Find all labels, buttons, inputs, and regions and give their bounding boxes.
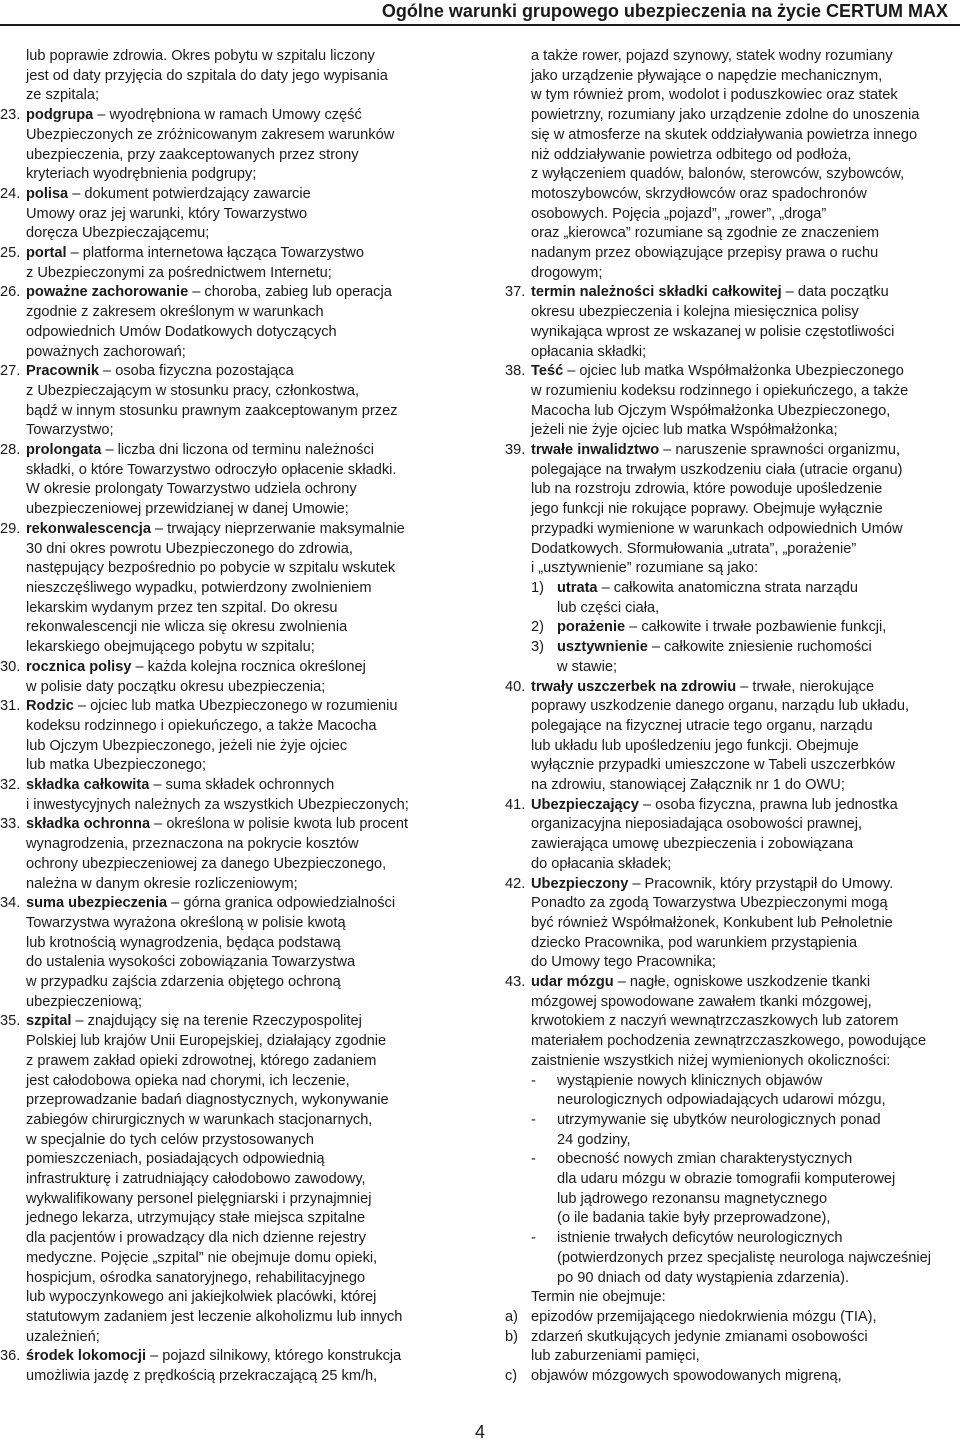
exclusion-b: b) zdarzeń skutkujących jedynie zmianami osobowości lub zaburzeniami pamięci,	[505, 1328, 868, 1365]
term: szpital	[26, 1013, 72, 1030]
exclusion-a: a) epizodów przemijającego niedokrwienia mózgu (TIA),	[505, 1309, 877, 1325]
term: składka całkowita	[26, 777, 150, 794]
definition-30: 30. rocznica polisy – każda kolejna rocznica określonej w polisie daty początku okresu ubezpieczenia;	[0, 658, 366, 695]
sub-item-39-3: 3) usztywnienie – całkowite zniesienie ruchomości w stawie;	[531, 639, 872, 675]
document-title: Ogólne warunki grupowego ubezpieczenia na życie CERTUM MAX	[381, 1, 948, 21]
term: Ubezpieczony	[531, 875, 629, 892]
page-header	[0, 0, 960, 26]
definition-38: 38. Teść – ojciec lub matka Współmałżonka Ubezpieczonego w rozumieniu kodeksu rodzinnego i opiekuńczego, a także Macocha lub Ojczym Współmałżonka Ubezpieczonego, jeżeli nie żyje ojciec lub matka Współmałżonka;	[505, 363, 909, 439]
exclusion-c: c) objawów mózgowych spowodowanych migreną,	[505, 1368, 842, 1385]
dash-item-43-1: - wystąpienie nowych klinicznych objawów neurologicznych odpowiadających udarowi mózgu,	[531, 1072, 886, 1109]
term: suma ubezpieczenia	[26, 895, 168, 912]
dash-item-43-3: - obecność nowych zmian charakterystycznych dla udaru mózgu w obrazie tomografii komputerowej lub jądrowego rezonansu magnetycznego (o ile badania takie były przeprowadzone),	[531, 1151, 896, 1227]
term: portal	[26, 245, 67, 262]
definition-43: 43. udar mózgu – nagłe, ogniskowe uszkodzenie tkanki mózgowej spowodowane zawałem tkanki mózgowej, krwotokiem z naczyń wewnątrzczaszkowych lub zatorem materiałem pochodzenia zewnątrzczaszkowego, powodujące zaistnienie wszystkich niżej wymienionych okoliczności:	[505, 974, 927, 1069]
term: udar mózgu	[531, 974, 614, 991]
continuation-22: lub poprawie zdrowia. Okres pobytu w szpitalu liczony jest od daty przyjęcia do szpitala do daty jego wypisania ze szpitala;	[26, 48, 388, 104]
definition-37: 37. termin należności składki całkowitej – data początku okresu ubezpieczenia i kolejna miesięcznica polisy wynikająca wprost ze wskazanej w polisie częstotliwości opłacania składki;	[505, 284, 895, 360]
term: podgrupa	[26, 107, 94, 124]
definition-33: 33. składka ochronna – określona w polisie kwota lub procent wynagrodzenia, przeznaczona na pokrycie kosztów ochrony ubezpieczeniowej za danego Ubezpieczonego, należna w danym okresie rozliczeniowym;	[0, 816, 409, 892]
term: trwałe inwalidztwo	[531, 442, 660, 459]
definition-41: 41. Ubezpieczający – osoba fizyczna, prawna lub jednostka organizacyjna nieposiadająca osobowości prawnej, zawierająca umowę ubezpieczenia i zobowiązana do opłacania składek;	[505, 796, 898, 872]
continuation-36: a także rower, pojazd szynowy, statek wodny rozumiany jako urządzenie pływające o napędzie mechanicznym, w tym również prom, wodolot i poduszkowiec oraz statek powietrzny, rozumiany jako urządzenie zdolne do unoszenia się w atmosferze na skutek oddziaływania powietrza innego niż oddziaływanie powietrza odbitego od podłoża, z wyłączeniem quadów, balonów, sterowców, szybowców, motoszybowców, skrzydłowców oraz spadochronów osobowych. Pojęcia „pojazd”, „rower”, „droga” oraz „kierowca” rozumiane są zgodnie ze znaczeniem nadanym przez obowiązujące przepisy prawa o ruchu drogowym;	[531, 48, 920, 281]
definition-23: 23. podgrupa – wyodrębniona w ramach Umowy część Ubezpieczonych ze zróżnicowanym zakresem warunków ubezpieczenia, przy zaakceptowanych przez strony kryteriach wyodrębnienia podgrupy;	[0, 107, 395, 183]
term: środek lokomocji	[26, 1348, 147, 1365]
exclusions-intro: Termin nie obejmuje:	[531, 1289, 666, 1306]
term: składka ochronna	[26, 816, 151, 833]
sub-item-39-2: 2) porażenie – całkowite i trwałe pozbawienie funkcji,	[531, 619, 887, 636]
term: Teść	[531, 363, 564, 380]
definition-31: 31. Rodzic – ojciec lub matka Ubezpieczonego w rozumieniu kodeksu rodzinnego i opiekuńczego, a także Macocha lub Ojczym Ubezpieczonego, jeżeli nie żyje ojciec lub matka Ubezpieczonego;	[0, 698, 398, 774]
definition-42: 42. Ubezpieczony – Pracownik, który przystąpił do Umowy. Ponadto za zgodą Towarzystwa Ubezpieczonymi mogą być również Współmałżonek, Konkubent lub Pełnoletnie dziecko Pracownika, pod warunkiem przystąpienia do Umowy tego Pracownika;	[505, 875, 894, 971]
definition-39: 39. trwałe inwalidztwo – naruszenie sprawności organizmu, polegające na trwałym uszkodzeniu ciała (utracie organu) lub na rozstroju zdrowia, które powoduje upośledzenie jego funkcji nie rokujące poprawy. Obejmuje wyłącznie przypadki wymienione w warunkach odpowiednich Umów Dodatkowych. Sformułowania „utrata”, „porażenie” i „usztywnienie” rozumiane są jako:	[505, 442, 903, 577]
term: poważne zachorowanie	[26, 284, 189, 301]
definition-40: 40. trwały uszczerbek na zdrowiu – trwałe, nierokujące poprawy uszkodzenie danego organu, narządu lub układu, polegające na fizycznej utracie tego organu, narządu lub układu lub upośledzeniu jego funkcji. Obejmuje wyłącznie przypadki umieszczone w Tabeli uszczerbków na zdrowiu, stanowiącej Załącznik nr 1 do OWU;	[505, 678, 910, 794]
definition-26: 26. poważne zachorowanie – choroba, zabieg lub operacja zgodnie z zakresem określonym w warunkach odpowiednich Umów Dodatkowych dotyczących poważnych zachorowań;	[0, 284, 392, 360]
term: prolongata	[26, 442, 102, 459]
definition-35: 35. szpital – znajdujący się na terenie Rzeczypospolitej Polskiej lub krajów Unii Europejskiej, działający zgodnie z prawem zakład opieki zdrowotnej, którego zadaniem jest całodobowa opieka nad chorymi, ich leczenie, przeprowadzanie badań diagnostycznych, wykonywanie zabiegów chirurgicznych w warunkach stacjonarnych, w specjalnie do tych celów przystosowanych pomieszczeniach, posiadających odpowiednią infrastrukturę i zatrudniający całodobowo zawodowy, wykwalifikowany personel pielęgniarski i przynajmniej jednego lekarza, utrzymujący stałe miejsca szpitalne dla pacjentów i prowadzący dla nich dzienne rejestry medyczne. Pojęcie „szpital” nie obejmuje domu opieki, hospicjum, ośrodka sanatoryjnego, rehabilitacyjnego lub wypoczynkowego ani jakiejkolwiek placówki, której statutowym zadaniem jest leczenie alkoholizmu lub innych uzależnień;	[0, 1013, 403, 1345]
term: termin należności składki całkowitej	[531, 284, 782, 301]
definition-28: 28. prolongata – liczba dni liczona od terminu należności składki, o które Towarzystwo odroczyło opłacenie składki. W okresie prolongaty Towarzystwo udziela ochrony ubezpieczeniowej przewidzianej w danej Umowie;	[0, 442, 397, 518]
sub-item-39-1: 1) utrata – całkowita anatomiczna strata narządu lub części ciała,	[531, 579, 858, 616]
definition-24: 24. polisa – dokument potwierdzający zawarcie Umowy oraz jej warunki, który Towarzystwo doręcza Ubezpieczającemu;	[0, 185, 311, 242]
term: polisa	[26, 185, 69, 202]
term: Pracownik	[26, 363, 99, 380]
definition-27: 27. Pracownik – osoba fizyczna pozostająca z Ubezpieczającym w stosunku pracy, członkostwa, bądź w innym stosunku prawnym zaakceptowanym przez Towarzystwo;	[0, 363, 398, 439]
dash-item-43-4: - istnienie trwałych deficytów neurologicznych (potwierdzonych przez specjalistę neurologa najwcześniej po 90 dniach od daty wystąpienia zdarzenia).	[531, 1230, 931, 1286]
term: Ubezpieczający	[531, 796, 639, 813]
definition-36: 36. środek lokomocji – pojazd silnikowy, którego konstrukcja umożliwia jazdę z prędkością przekraczającą 25 km/h,	[0, 1348, 402, 1385]
term: utrata	[557, 579, 598, 596]
term: rocznica polisy	[26, 658, 132, 675]
definition-34: 34. suma ubezpieczenia – górna granica odpowiedzialności Towarzystwa wyrażona określoną w polisie kwotą lub krotnością wynagrodzenia, będąca podstawą do ustalenia wysokości zobowiązania Towarzystwa w przypadku zajścia zdarzenia objętego ochroną ubezpieczeniową;	[0, 895, 396, 1010]
term: trwały uszczerbek na zdrowiu	[531, 678, 737, 695]
dash-item-43-2: - utrzymywanie się ubytków neurologicznych ponad 24 godziny,	[531, 1111, 881, 1148]
definition-25: 25. portal – platforma internetowa łącząca Towarzystwo z Ubezpieczonymi za pośrednictwem Internetu;	[0, 245, 364, 281]
term: Rodzic	[26, 698, 74, 715]
definition-32: 32. składka całkowita – suma składek ochronnych i inwestycyjnych należnych za wszystkich Ubezpieczonych;	[0, 777, 409, 813]
term: usztywnienie	[557, 639, 648, 656]
term: rekonwalescencja	[26, 520, 151, 537]
left-column	[0, 47, 470, 1387]
definition-29: 29. rekonwalescencja – trwający nieprzerwanie maksymalnie 30 dni okres powrotu Ubezpieczonego do zdrowia, następujący bezpośrednio po pobycie w szpitalu wskutek nieszczęśliwego wypadku, potwierdzony zwolnieniem lekarskim wydanym przez ten szpital. Do okresu rekonwalescencji nie wlicza się okresu zwolnienia lekarskiego obejmującego pobytu w szpitalu;	[0, 520, 405, 656]
page-number: 4	[474, 1422, 485, 1442]
right-column	[505, 47, 958, 1387]
term: porażenie	[557, 619, 626, 636]
